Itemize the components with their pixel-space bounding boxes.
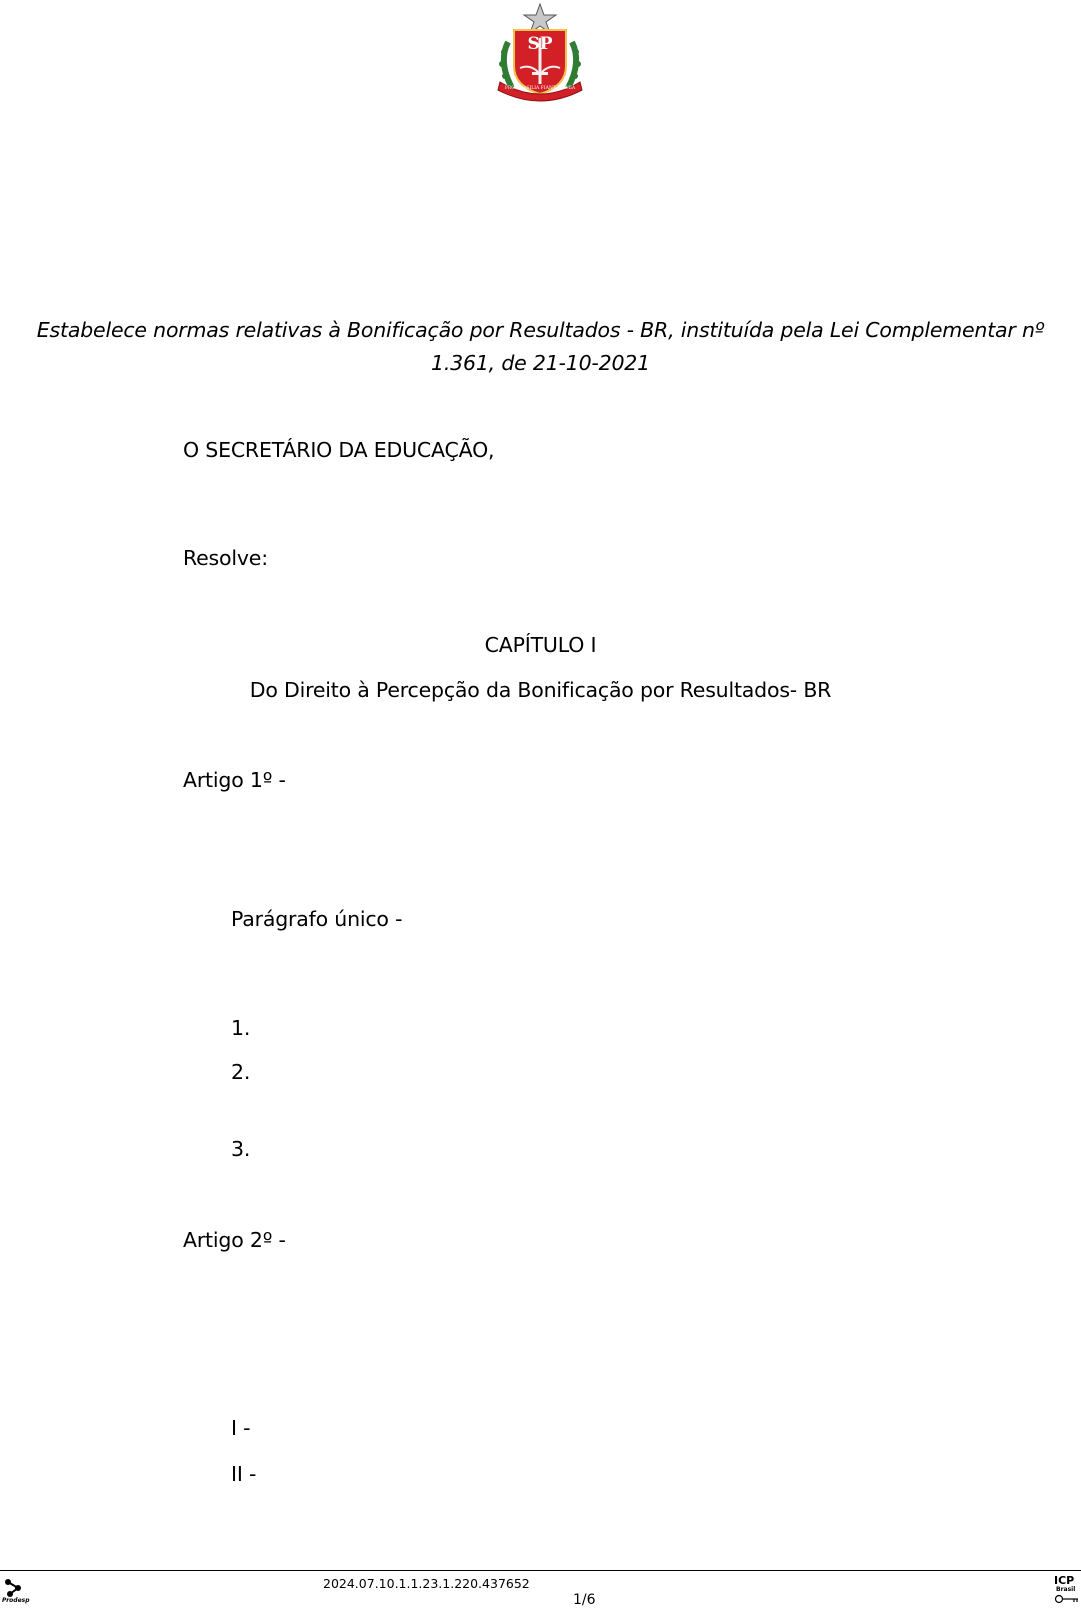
- article-2-label: Artigo 2º -: [183, 1228, 286, 1252]
- authority-heading: O SECRETÁRIO DA EDUCAÇÃO,: [183, 438, 495, 462]
- prodesp-label: Prodesp: [2, 1597, 30, 1604]
- ementa: [30, 314, 1051, 380]
- chapter-subtitle: Do Direito à Percepção da Bonificação por Resultados- BR: [249, 678, 832, 702]
- prodesp-logo: [2, 1578, 32, 1606]
- icp-brasil-logo: [1054, 1574, 1081, 1606]
- inciso-item: II -: [231, 1462, 257, 1486]
- icp-label: ICP: [1054, 1574, 1075, 1587]
- page-number: 1/6: [573, 1592, 596, 1608]
- document-code: 2024.07.10.1.1.23.1.220.437652: [323, 1576, 530, 1591]
- ementa-line-2: 1.361, de 21-10-2021: [431, 351, 650, 375]
- chapter-title: CAPÍTULO I: [484, 633, 597, 657]
- coat-of-arms-letters: SP: [527, 34, 553, 54]
- ementa-line-1: Estabelece normas relativas à Bonificação por Resultados - BR, instituída pela Lei Complementar nº: [36, 318, 1045, 342]
- key-icon: [1054, 1594, 1080, 1604]
- list-item: 1.: [231, 1016, 251, 1040]
- article-1-label: Artigo 1º -: [183, 768, 286, 792]
- resolve-label: Resolve:: [183, 546, 268, 570]
- coat-of-arms-motto: PRO BRASILIA FIANT EXIMIA: [504, 86, 576, 91]
- footer-divider: [0, 1570, 1081, 1571]
- paragraph-unique-label: Parágrafo único -: [231, 907, 403, 931]
- inciso-item: I -: [231, 1416, 251, 1440]
- coat-of-arms: [490, 2, 590, 108]
- brasil-label: Brasil: [1056, 1586, 1076, 1593]
- sao-paulo-coat-of-arms-icon: [490, 2, 590, 108]
- prodesp-logo-icon: [2, 1578, 32, 1598]
- list-item: 3.: [231, 1137, 251, 1161]
- list-item: 2.: [231, 1060, 251, 1084]
